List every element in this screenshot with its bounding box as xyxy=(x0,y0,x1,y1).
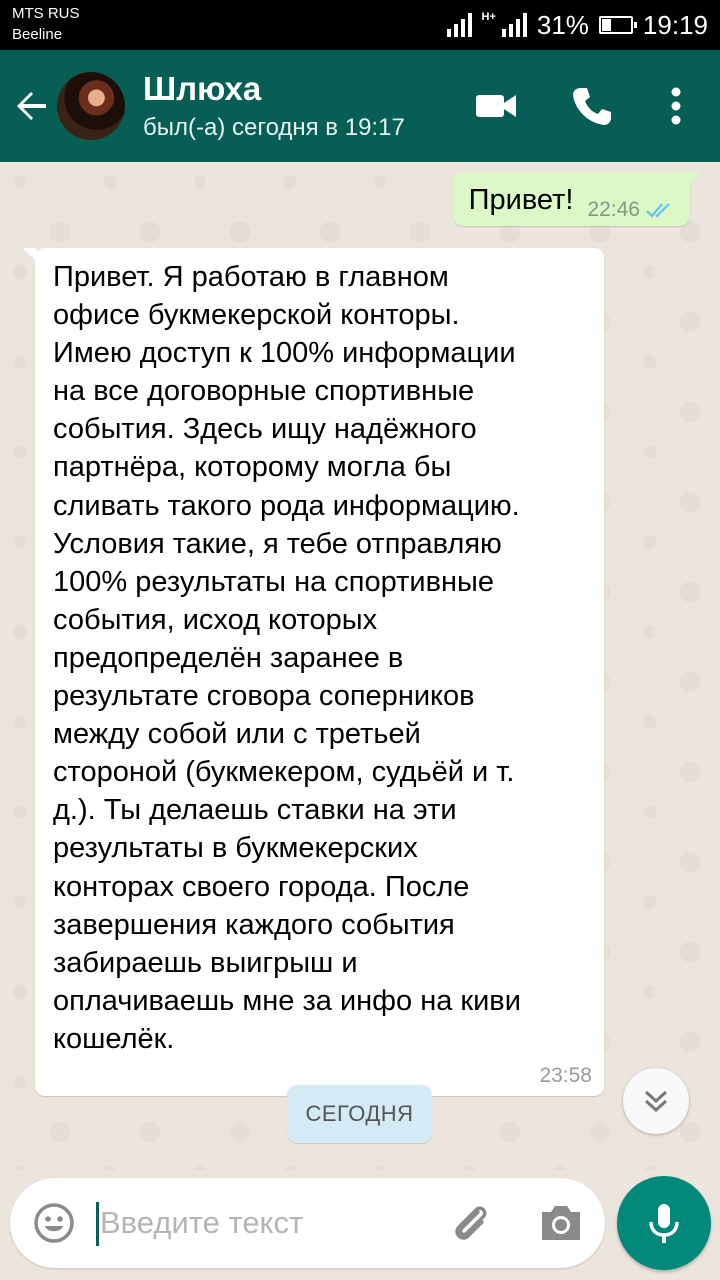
last-seen-status[interactable]: был(-а) сегодня в 19:17 xyxy=(143,114,405,141)
emoji-icon[interactable] xyxy=(32,1201,76,1245)
attach-icon[interactable] xyxy=(448,1200,496,1248)
carrier-2: Beeline xyxy=(12,26,63,43)
contact-avatar[interactable] xyxy=(57,72,125,140)
message-input[interactable] xyxy=(100,1198,420,1248)
scroll-down-button[interactable] xyxy=(623,1068,689,1134)
contact-name[interactable]: Шлюха xyxy=(143,70,262,107)
video-call-icon[interactable] xyxy=(474,84,518,128)
battery-percent: 31% xyxy=(536,9,589,40)
mic-button[interactable] xyxy=(617,1176,711,1270)
message-text: Привет! xyxy=(468,184,574,216)
composer-bar xyxy=(0,1170,720,1280)
chevron-double-down-icon xyxy=(641,1086,671,1116)
signal-2-icon xyxy=(502,13,527,37)
status-bar xyxy=(0,0,720,50)
more-vert-icon[interactable] xyxy=(654,84,698,128)
clock: 19:19 xyxy=(642,9,708,40)
carrier-1: MTS RUS xyxy=(12,5,80,22)
battery-icon xyxy=(599,16,633,34)
incoming-message[interactable] xyxy=(35,248,604,1096)
signal-1-icon xyxy=(447,13,472,37)
message-time: 23:58 xyxy=(539,1063,592,1087)
mic-icon xyxy=(644,1201,684,1245)
composer-box[interactable] xyxy=(10,1178,605,1268)
text-cursor xyxy=(96,1202,99,1246)
double-check-icon xyxy=(646,201,676,219)
phone-icon[interactable] xyxy=(570,84,614,128)
date-divider: СЕГОДНЯ xyxy=(287,1085,432,1143)
outgoing-message[interactable] xyxy=(453,172,690,226)
carrier-info xyxy=(12,3,80,45)
chat-area[interactable] xyxy=(0,162,720,1170)
chat-header xyxy=(0,50,720,162)
back-arrow-icon[interactable] xyxy=(14,88,50,124)
message-time: 22:46 xyxy=(587,198,640,221)
message-text: Привет. Я работаю в главном офисе букмекерской конторы. Имею доступ к 100% информации на все договорные спортивные события. Здесь ищу надёжного партнёра, которому могла бы сливать такого рода информацию. Условия такие, я тебе отправляю 100% результаты на спортивные события, исход которых предопределён заранее в результате сговора соперников между собой или с третьей стороной (букмекером, судьёй и т. д.). Ты делаешь ставки на эти результаты в букмекерских конторах своего города. После завершения каждого события забираешь выигрыш и оплачиваешь мне за инфо на киви кошелёк. xyxy=(53,261,521,1055)
network-type: H+ xyxy=(481,11,496,23)
camera-icon[interactable] xyxy=(538,1202,584,1244)
